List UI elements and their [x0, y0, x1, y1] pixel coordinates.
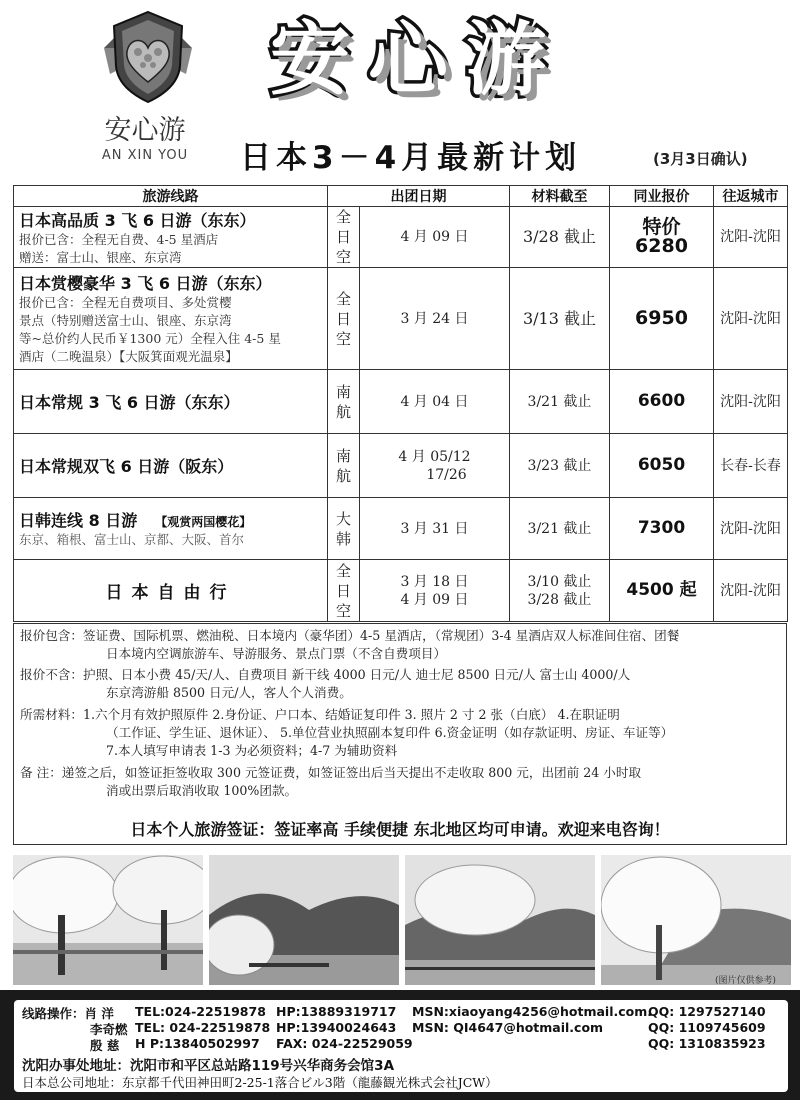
date-cell: 3 月 31 日	[360, 498, 510, 560]
airline-cell	[328, 434, 360, 498]
heart-shield-icon	[100, 8, 196, 104]
weeping-cherry-photo	[601, 855, 791, 985]
route-cell	[14, 434, 328, 498]
terms-box	[13, 623, 787, 845]
hq-address: 日本总公司地址：东京都千代田神田町2-25-1落合ビル3階（龍藤観光株式会社JCW）	[22, 1075, 498, 1090]
table-row	[14, 560, 788, 622]
date-line: 3 月 18 日	[400, 573, 469, 590]
route-cell	[14, 498, 328, 560]
contact-hp: HP:13889319717	[276, 1004, 397, 1019]
date-cell	[360, 434, 510, 498]
route-cell	[14, 207, 328, 268]
price-cell: 4500 起	[610, 560, 714, 622]
contact-tel: TEL:024-22519878	[135, 1004, 266, 1019]
remarks-cont: 消或出票后取消收取 100%团款。	[106, 783, 298, 798]
logo-chinese-name: 安心游	[104, 115, 186, 146]
remarks: 备 注：递签之后，如签证拒签收取 300 元签证费，如签证签出后当天提出不走收取 800 元，出团前 24 小时取	[20, 765, 642, 780]
price-cell: 6050	[610, 434, 714, 498]
col-header-deadline: 材料截至	[510, 186, 610, 207]
route-detail: 景点（特别赠送富士山、银座、东京湾	[19, 313, 232, 328]
airline-cell	[328, 207, 360, 268]
route-detail: 等~总价约人民币￥1300 元）全程入住 4-5 星	[19, 331, 281, 346]
brand-logo	[70, 8, 220, 168]
contact-hp: HP:13940024643	[276, 1020, 397, 1035]
city-cell: 长春-长春	[714, 434, 788, 498]
airline-cell	[328, 268, 360, 370]
route-name: 日本常规双飞 6 日游（阪东）	[19, 457, 234, 476]
contact-qq: QQ: 1109745609	[648, 1020, 766, 1035]
deadline-cell: 3/21 截止	[510, 370, 610, 434]
deadline-cell	[510, 560, 610, 622]
price-cell: 6950	[610, 268, 714, 370]
city-cell: 沈阳-沈阳	[714, 498, 788, 560]
date-line: 4 月 05/12	[398, 448, 471, 465]
route-name: 日本自由行	[105, 583, 236, 603]
route-name: 日本赏樱豪华 3 飞 6 日游（东东）	[19, 274, 272, 293]
contact-label: 线路操作：肖 洋	[22, 1006, 114, 1021]
price-excluded-cont: 东京湾游船 8500 日元/人，客人个人消费。	[106, 685, 352, 700]
city-cell: 沈阳-沈阳	[714, 268, 788, 370]
river-mountain-photo	[209, 855, 399, 985]
col-header-city: 往返城市	[714, 186, 788, 207]
col-header-route: 旅游线路	[14, 186, 328, 207]
route-detail: 报价已含：全程无自费、4-5 星酒店	[19, 231, 219, 247]
airline-cell	[328, 498, 360, 560]
contact-msn: MSN: QI4647@hotmail.com	[412, 1020, 604, 1035]
route-cell	[14, 370, 328, 434]
deadline-cell: 3/28 截止	[510, 207, 610, 268]
airline: 南航	[335, 446, 351, 485]
deadline-cell: 3/13 截止	[510, 268, 610, 370]
contact-msn: MSN:xiaoyang4256@hotmail.com.	[412, 1004, 653, 1019]
route-cell	[14, 268, 328, 370]
table-row	[14, 268, 788, 370]
date-cell: 3 月 24 日	[360, 268, 510, 370]
date-line: 17/26	[426, 466, 467, 483]
price-cell: 7300	[610, 498, 714, 560]
required-materials-cont: （工作证、学生证、退休证）、 5.单位营业执照副本复印件 6.资金证明（如存款证明、房证、车证等）	[106, 725, 674, 740]
price-excluded: 报价不含：护照、日本小费 45/天/人、自费项目 新干线 4000 日元/人 迪士尼 8500 日元/人 富士山 4000/人	[20, 667, 631, 682]
tour-price-table	[13, 185, 788, 622]
price-included: 报价包含：签证费、国际机票、燃油税、日本境内（豪华团）4-5 星酒店，（常规团）3-4 星酒店双人标准间住宿、团餐	[20, 628, 680, 643]
contact-label: 李奇燃	[90, 1022, 128, 1037]
date-cell: 4 月 09 日	[360, 207, 510, 268]
table-row	[14, 370, 788, 434]
contact-label: 殷 慈	[90, 1038, 120, 1053]
date-cell: 4 月 04 日	[360, 370, 510, 434]
cherry-blossom-photo	[13, 855, 203, 985]
route-cell	[14, 560, 328, 622]
airline: 全日空	[335, 289, 351, 348]
col-header-price: 同业报价	[610, 186, 714, 207]
office-address: 沈阳办事处地址：沈阳市和平区总站路119号兴华商务会馆3A	[22, 1058, 395, 1074]
photo-strip	[13, 855, 785, 985]
airline: 大韩	[335, 509, 351, 548]
price-cell	[610, 207, 714, 268]
contact-tel: TEL: 024-22519878	[135, 1020, 271, 1035]
route-name: 日韩连线 8 日游	[19, 511, 138, 530]
bridge-river-photo	[405, 855, 595, 985]
required-materials: 所需材料：1.六个月有效护照原件 2.身份证、户口本、结婚证复印件 3. 照片 2 寸 2 张（白底） 4.在职证明	[20, 707, 620, 722]
date-line: 4 月 09 日	[400, 591, 469, 608]
plan-subtitle: 日本3－4月最新计划	[240, 140, 582, 176]
special-price-label: 特价	[642, 216, 681, 238]
table-row	[14, 498, 788, 560]
route-detail: 东京、箱根、富士山、京都、大阪、首尔	[19, 532, 245, 547]
price-included-cont: 日本境内空调旅游车、导游服务、景点门票（不含自费项目）	[106, 646, 447, 661]
table-header-row	[14, 186, 788, 207]
visa-banner: 日本个人旅游签证：签证率高 手续便捷 东北地区均可申请。欢迎来电咨询！	[130, 820, 670, 839]
contact-fax: FAX: 024-22529059	[276, 1036, 413, 1051]
required-materials-cont: 7.本人填写申请表 1-3 为必须资料；4-7 为辅助资料	[106, 743, 398, 758]
airline: 全日空	[335, 561, 351, 620]
deadline-line: 3/10 截止	[527, 573, 592, 590]
page-title: 安心游	[270, 13, 564, 106]
route-name: 日本常规 3 飞 6 日游（东东）	[19, 393, 240, 412]
deadline-line: 3/28 截止	[527, 591, 592, 608]
deadline-cell: 3/21 截止	[510, 498, 610, 560]
table-row	[14, 207, 788, 268]
airline-cell	[328, 370, 360, 434]
city-cell: 沈阳-沈阳	[714, 560, 788, 622]
contact-tel: H P:13840502997	[135, 1036, 260, 1051]
col-header-date: 出团日期	[328, 186, 510, 207]
airline: 南航	[335, 382, 351, 421]
logo-english-name: AN XIN YOU	[101, 148, 189, 163]
city-cell: 沈阳-沈阳	[714, 207, 788, 268]
date-cell	[360, 560, 510, 622]
contact-box	[14, 1000, 788, 1092]
route-detail: 酒店（二晚温泉）【大阪箕面观光温泉】	[19, 349, 238, 364]
price-cell: 6600	[610, 370, 714, 434]
route-detail: 报价已含：全程无自费项目、多处赏樱	[19, 295, 232, 310]
city-cell: 沈阳-沈阳	[714, 370, 788, 434]
photo-disclaimer: (图片仅供参考)	[715, 976, 777, 986]
route-name: 日本高品质 3 飞 6 日游（东东）	[19, 210, 256, 230]
route-detail: 赠送：富士山、银座、东京湾	[19, 249, 182, 265]
route-tag: 【观赏两国樱花】	[155, 515, 252, 529]
contact-qq: QQ: 1310835923	[648, 1036, 766, 1051]
deadline-cell: 3/23 截止	[510, 434, 610, 498]
price-value: 6280	[635, 235, 688, 257]
confirm-date-note: (3月3日确认)	[653, 150, 748, 168]
airline: 全日空	[335, 208, 351, 266]
contact-qq: QQ: 1297527140	[648, 1004, 766, 1019]
table-row	[14, 434, 788, 498]
airline-cell	[328, 560, 360, 622]
